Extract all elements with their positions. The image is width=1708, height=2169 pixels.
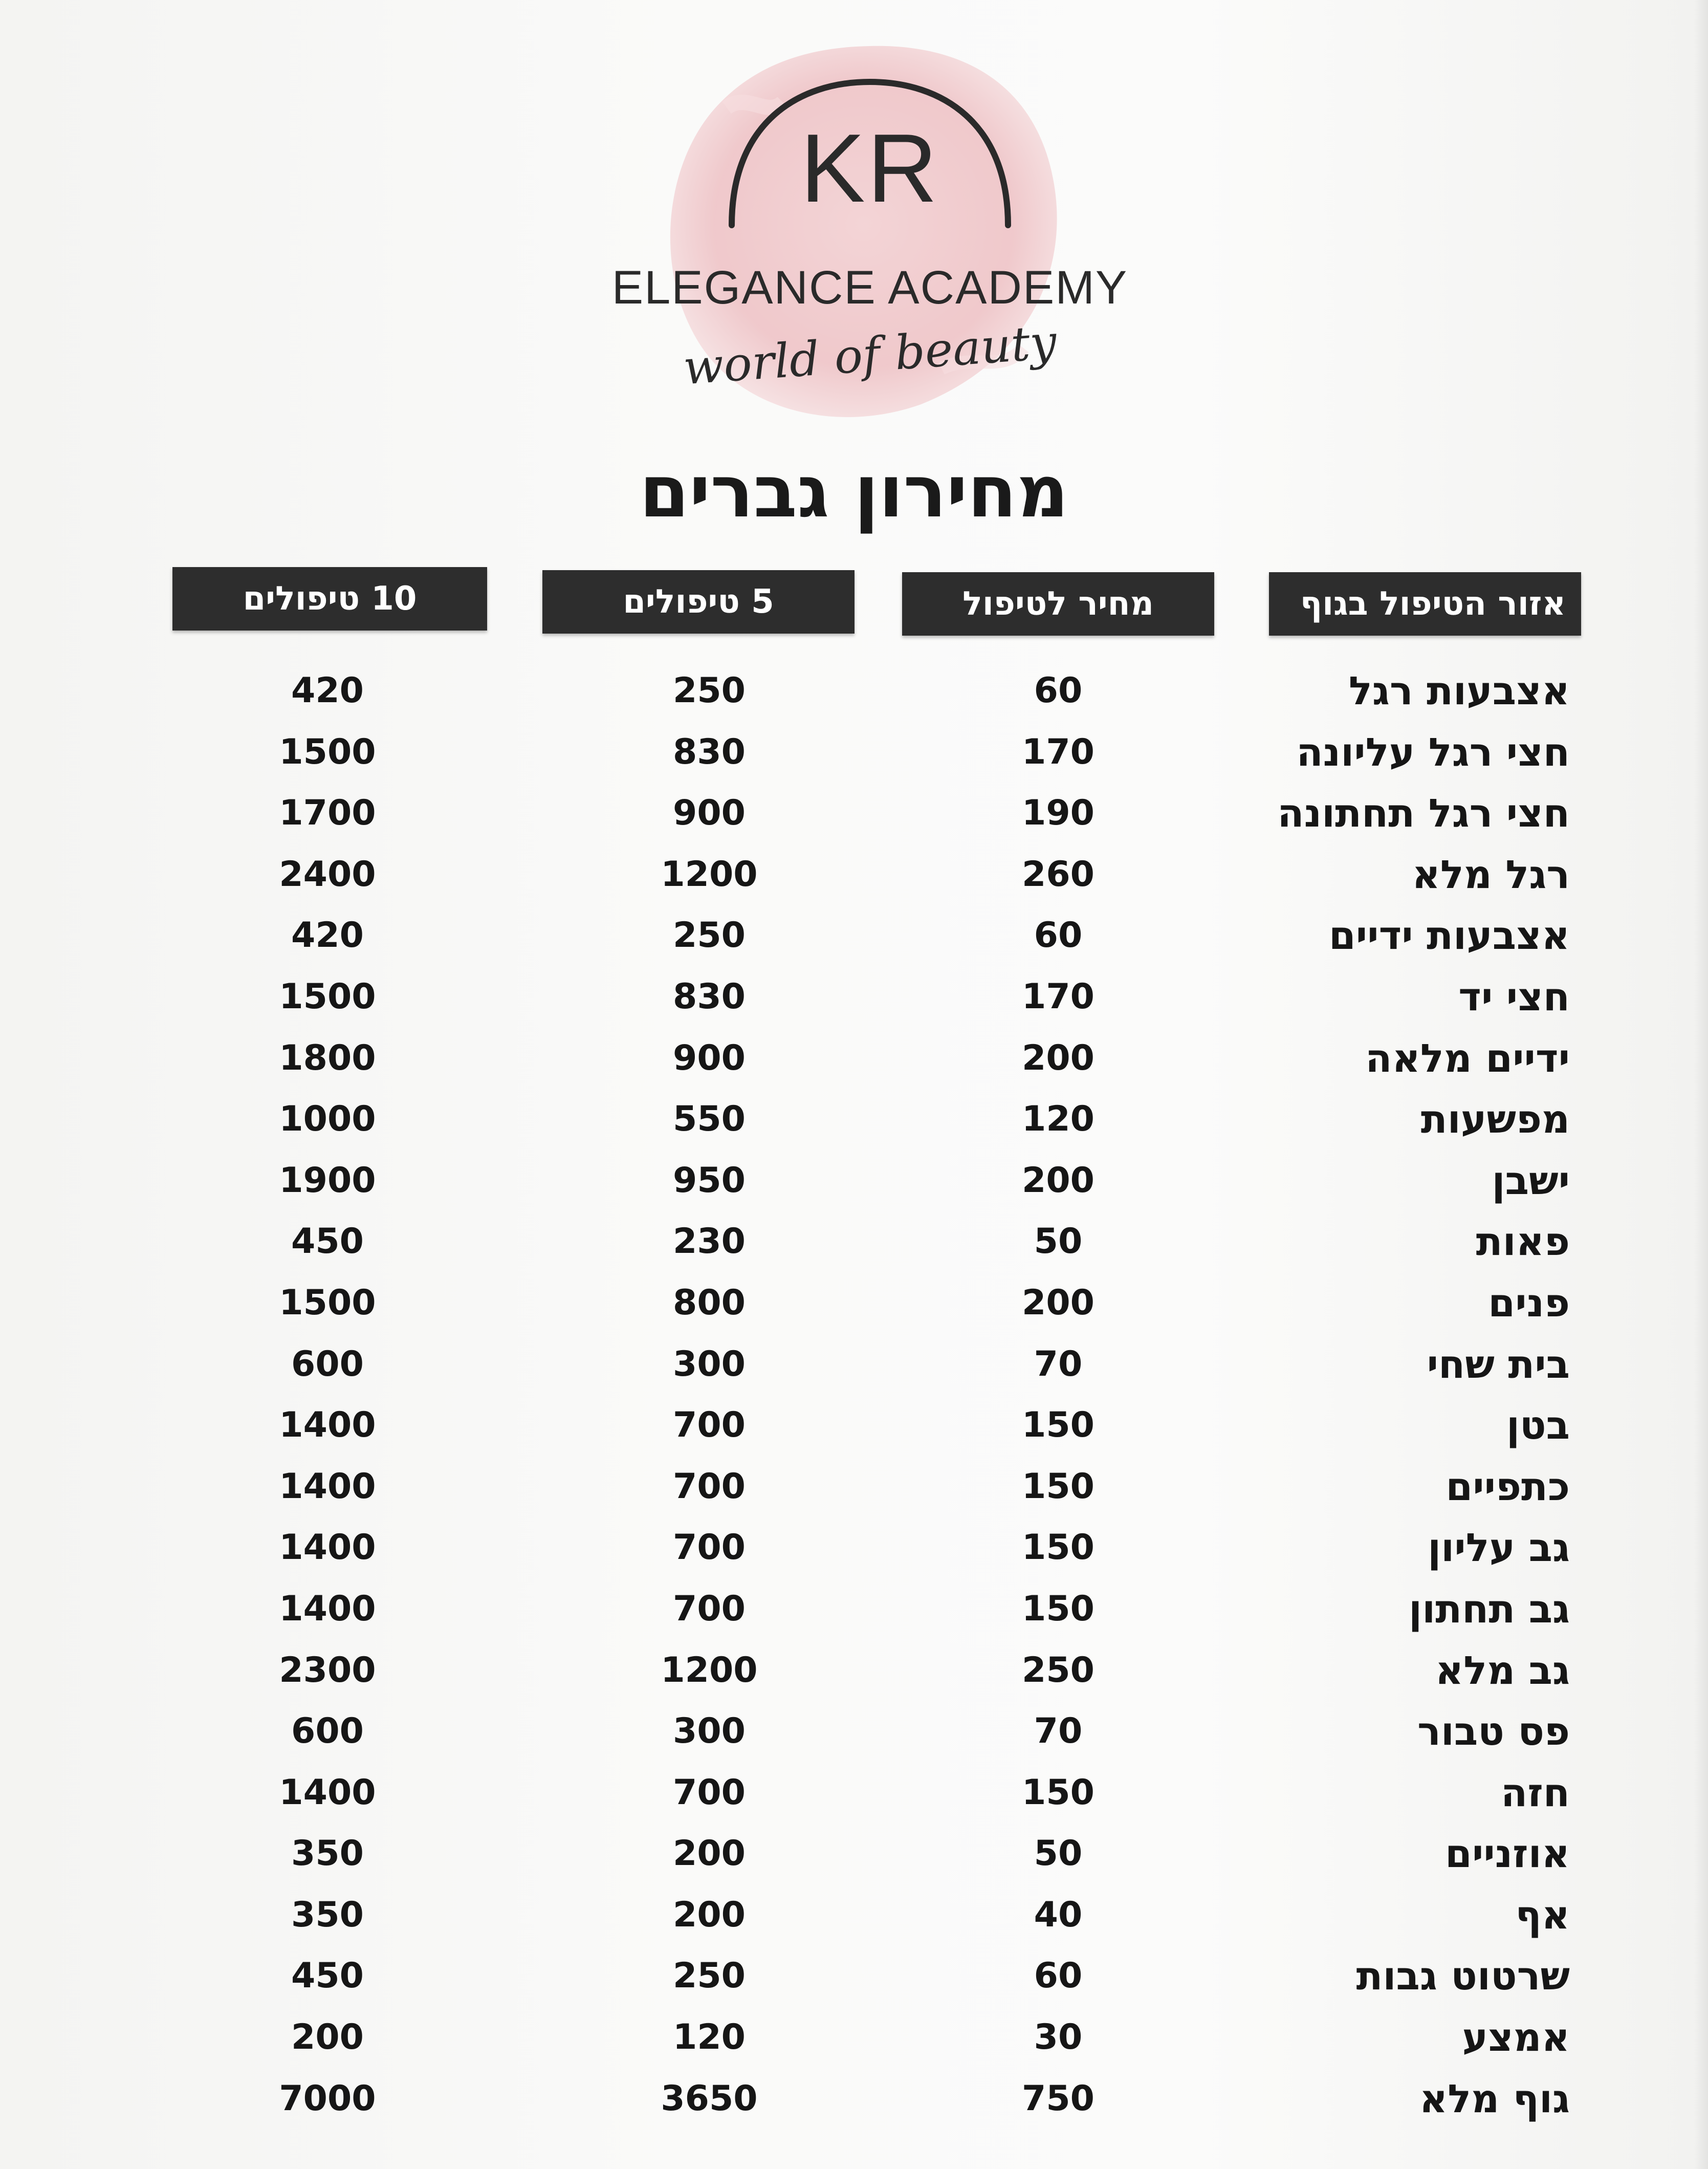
- treatment-area: גב עליון: [1428, 1525, 1570, 1571]
- treatment-area: אף: [1515, 1892, 1570, 1938]
- treatment-area: ידיים מלאה: [1365, 1035, 1570, 1081]
- price-per-treatment: 200: [1022, 1037, 1094, 1078]
- logo: [611, 36, 1128, 425]
- table-row: [0, 2007, 1708, 2068]
- treatment-area: חזה: [1501, 1769, 1570, 1815]
- price-ten-treatments: 450: [291, 1956, 364, 1997]
- treatment-area: ישבן: [1492, 1157, 1570, 1203]
- price-ten-treatments: 7000: [279, 2078, 376, 2119]
- table-row: [0, 966, 1708, 1028]
- treatment-area: חצי רגל תחתונה: [1277, 790, 1570, 836]
- table-row: [0, 722, 1708, 783]
- price-ten-treatments: 1800: [279, 1037, 376, 1078]
- treatment-area: גב תחתון: [1409, 1586, 1570, 1632]
- table-row: [0, 1272, 1708, 1334]
- price-five-treatments: 300: [673, 1711, 746, 1752]
- price-ten-treatments: 1500: [279, 976, 376, 1017]
- price-five-treatments: 900: [673, 1037, 746, 1078]
- price-five-treatments: 700: [673, 1588, 746, 1629]
- table-row: [0, 1945, 1708, 2007]
- price-table: [0, 660, 1708, 2129]
- price-ten-treatments: 1500: [279, 731, 376, 772]
- price-five-treatments: 200: [673, 1833, 746, 1874]
- price-ten-treatments: 2400: [279, 854, 376, 895]
- price-ten-treatments: 420: [291, 915, 364, 956]
- price-ten-treatments: 1400: [279, 1772, 376, 1813]
- header-area: אזור הטיפול בגוף: [1269, 572, 1581, 636]
- price-ten-treatments: 2300: [279, 1650, 376, 1690]
- price-five-treatments: 3650: [661, 2078, 758, 2119]
- price-per-treatment: 190: [1022, 793, 1094, 834]
- price-five-treatments: 700: [673, 1527, 746, 1568]
- price-ten-treatments: 1900: [279, 1160, 376, 1201]
- treatment-area: אצבעות רגל: [1348, 668, 1570, 713]
- treatment-area: פס טבור: [1417, 1708, 1570, 1754]
- price-five-treatments: 250: [673, 670, 746, 711]
- treatment-area: פאות: [1476, 1219, 1570, 1265]
- price-five-treatments: 700: [673, 1772, 746, 1813]
- price-ten-treatments: 1700: [279, 793, 376, 834]
- table-row: [0, 1823, 1708, 1884]
- price-per-treatment: 150: [1022, 1527, 1094, 1568]
- treatment-area: בטן: [1506, 1402, 1570, 1448]
- price-five-treatments: 120: [673, 2017, 746, 2058]
- table-row: [0, 1395, 1708, 1456]
- price-per-treatment: 60: [1034, 915, 1083, 956]
- logo-initials: KR: [800, 114, 939, 223]
- price-five-treatments: 300: [673, 1343, 746, 1384]
- table-row: [0, 844, 1708, 905]
- price-ten-treatments: 350: [291, 1894, 364, 1935]
- treatment-area: אצבעות ידיים: [1328, 913, 1570, 959]
- price-per-treatment: 50: [1034, 1833, 1083, 1874]
- header-five-treatments: 5 טיפולים: [542, 570, 855, 634]
- price-ten-treatments: 450: [291, 1221, 364, 1262]
- price-per-treatment: 200: [1022, 1160, 1094, 1201]
- table-row: [0, 1640, 1708, 1701]
- price-per-treatment: 150: [1022, 1588, 1094, 1629]
- price-per-treatment: 750: [1022, 2078, 1094, 2119]
- table-row: [0, 1701, 1708, 1762]
- treatment-area: מפשעות: [1420, 1096, 1570, 1142]
- price-ten-treatments: 1500: [279, 1282, 376, 1323]
- price-per-treatment: 70: [1034, 1711, 1083, 1752]
- price-per-treatment: 170: [1022, 731, 1094, 772]
- price-per-treatment: 40: [1034, 1894, 1083, 1935]
- price-ten-treatments: 1400: [279, 1466, 376, 1507]
- treatment-area: גוף מלא: [1419, 2075, 1570, 2121]
- treatment-area: שרטוט גבות: [1356, 1953, 1570, 1999]
- treatment-area: חצי רגל עליונה: [1296, 729, 1570, 775]
- price-per-treatment: 60: [1034, 670, 1083, 711]
- price-five-treatments: 950: [673, 1160, 746, 1201]
- price-five-treatments: 700: [673, 1405, 746, 1446]
- table-row: [0, 1150, 1708, 1211]
- treatment-area: בית שחי: [1427, 1341, 1570, 1387]
- price-per-treatment: 260: [1022, 854, 1094, 895]
- header-ten-treatments: 10 טיפולים: [172, 567, 487, 631]
- price-per-treatment: 150: [1022, 1466, 1094, 1507]
- page-title: מחירון גברים: [639, 450, 1069, 534]
- table-row: [0, 1334, 1708, 1395]
- price-five-treatments: 1200: [661, 1650, 758, 1690]
- price-ten-treatments: 1400: [279, 1405, 376, 1446]
- table-row: [0, 1517, 1708, 1578]
- treatment-area: אוזניים: [1445, 1831, 1570, 1877]
- price-ten-treatments: 420: [291, 670, 364, 711]
- table-row: [0, 1762, 1708, 1824]
- price-per-treatment: 150: [1022, 1405, 1094, 1446]
- price-five-treatments: 1200: [661, 854, 758, 895]
- price-five-treatments: 830: [673, 731, 746, 772]
- price-ten-treatments: 1000: [279, 1099, 376, 1140]
- table-row: [0, 660, 1708, 722]
- table-row: [0, 1211, 1708, 1272]
- price-five-treatments: 900: [673, 793, 746, 834]
- treatment-area: חצי יד: [1458, 973, 1570, 1020]
- price-ten-treatments: 1400: [279, 1588, 376, 1629]
- header-price-per-treatment: מחיר לטיפול: [902, 572, 1214, 636]
- price-per-treatment: 120: [1022, 1099, 1094, 1140]
- table-row: [0, 1456, 1708, 1517]
- price-five-treatments: 550: [673, 1099, 746, 1140]
- price-per-treatment: 250: [1022, 1650, 1094, 1690]
- price-ten-treatments: 350: [291, 1833, 364, 1874]
- treatment-area: גב מלא: [1435, 1647, 1570, 1693]
- price-five-treatments: 830: [673, 976, 746, 1017]
- logo-name: ELEGANCE ACADEMY: [611, 262, 1128, 314]
- table-row: [0, 1028, 1708, 1089]
- price-per-treatment: 150: [1022, 1772, 1094, 1813]
- treatment-area: פנים: [1488, 1279, 1570, 1326]
- price-five-treatments: 200: [673, 1894, 746, 1935]
- price-per-treatment: 30: [1034, 2017, 1083, 2058]
- price-ten-treatments: 1400: [279, 1527, 376, 1568]
- page-edge-shadow: [1694, 0, 1708, 2169]
- price-five-treatments: 700: [673, 1466, 746, 1507]
- table-row: [0, 2068, 1708, 2130]
- treatment-area: כתפיים: [1446, 1463, 1570, 1509]
- table-row: [0, 905, 1708, 966]
- price-per-treatment: 70: [1034, 1343, 1083, 1384]
- price-ten-treatments: 600: [291, 1711, 364, 1752]
- price-ten-treatments: 200: [291, 2017, 364, 2058]
- logo-tagline: world of beauty: [681, 314, 1059, 396]
- table-row: [0, 1089, 1708, 1150]
- table-row: [0, 1578, 1708, 1640]
- treatment-area: אמצע: [1462, 2014, 1570, 2060]
- price-per-treatment: 50: [1034, 1221, 1083, 1262]
- price-ten-treatments: 600: [291, 1343, 364, 1384]
- price-per-treatment: 170: [1022, 976, 1094, 1017]
- price-five-treatments: 230: [673, 1221, 746, 1262]
- table-row: [0, 783, 1708, 844]
- price-five-treatments: 800: [673, 1282, 746, 1323]
- table-row: [0, 1884, 1708, 1946]
- price-five-treatments: 250: [673, 915, 746, 956]
- price-per-treatment: 200: [1022, 1282, 1094, 1323]
- treatment-area: רגל מלא: [1412, 851, 1570, 897]
- price-five-treatments: 250: [673, 1956, 746, 1997]
- price-per-treatment: 60: [1034, 1956, 1083, 1997]
